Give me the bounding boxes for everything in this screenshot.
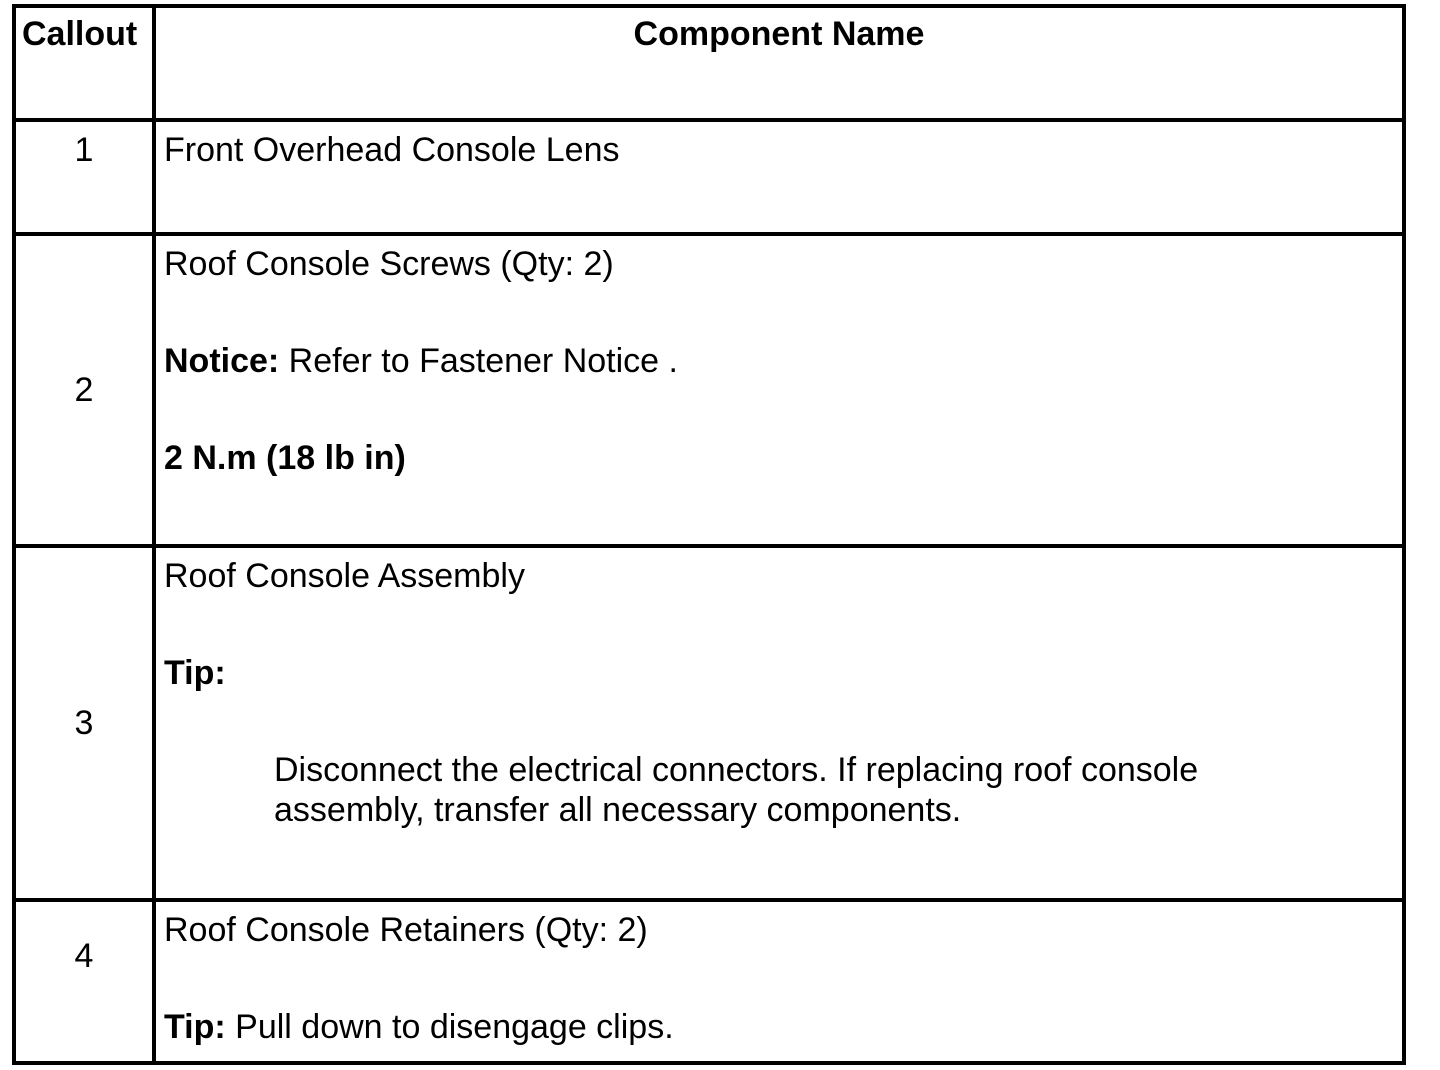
component-name: Front Overhead Console Lens: [164, 131, 620, 169]
header-callout: Callout: [14, 6, 154, 120]
table-row: [14, 120, 1404, 234]
tip-label: Tip:: [164, 653, 226, 692]
torque-spec: 2 N.m (18 lb in): [164, 438, 406, 477]
tip-text: Disconnect the electrical connectors. If replacing roof console assembly, transfer all necessary components.: [274, 750, 1199, 830]
callout-number: 4: [14, 900, 154, 1063]
component-name-cell: [154, 120, 1404, 234]
header-component-name: Component Name: [154, 6, 1404, 120]
table-header-row: [14, 6, 1404, 120]
notice-label: Notice:: [164, 341, 280, 380]
component-name-cell: [154, 546, 1404, 900]
tip-text: Pull down to disengage clips.: [225, 1007, 674, 1046]
table-row: [14, 546, 1404, 900]
component-name: Roof Console Retainers (Qty: 2): [164, 911, 648, 949]
component-name: Roof Console Screws (Qty: 2): [164, 245, 614, 283]
component-name: Roof Console Assembly: [164, 557, 525, 595]
components-table: [12, 4, 1406, 1065]
component-name-cell: [154, 234, 1404, 546]
callout-number: 3: [14, 546, 154, 900]
callout-number: 2: [14, 234, 154, 546]
tip-label: Tip:: [164, 1007, 226, 1046]
callout-number: 1: [14, 120, 154, 234]
notice-text: Refer to Fastener Notice .: [279, 341, 678, 380]
tip-line: [164, 1007, 1402, 1048]
table-row: [14, 900, 1404, 1063]
notice-line: [164, 341, 1402, 382]
table-row: [14, 234, 1404, 546]
component-name-cell: [154, 900, 1404, 1063]
